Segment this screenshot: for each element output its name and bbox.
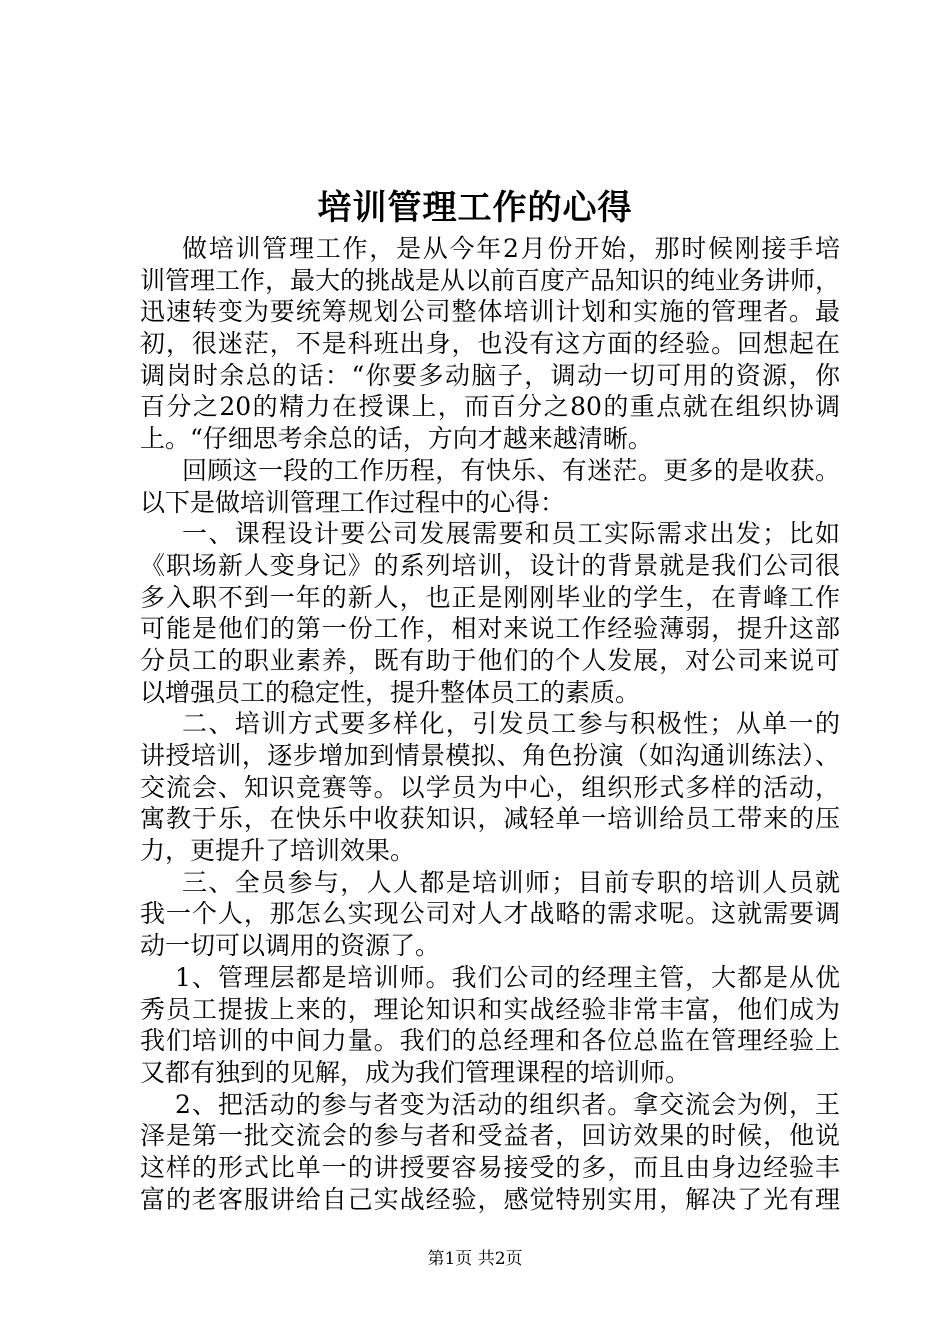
text-line: 训管理工作，最大的挑战是从以前百度产品知识的纯业务讲师， [140, 265, 840, 295]
text-line: 百分之20的精力在授课上，而百分之80的重点就在组织协调 [140, 392, 840, 422]
text-line: 力，更提升了培训效果。 [140, 836, 416, 866]
body-text [140, 233, 840, 1215]
page-title: 培训管理工作的心得 [317, 188, 633, 228]
text-line: 回顾这一段的工作历程，有快乐、有迷茫。更多的是收获。 [182, 455, 840, 485]
text-line: 动一切可以调用的资源了。 [140, 931, 441, 961]
text-line: 又都有独到的见解，成为我们管理课程的培训师。 [140, 1057, 691, 1087]
text-line: 多入职不到一年的新人，也正是刚刚毕业的学生，在青峰工作 [140, 582, 840, 612]
text-line: 1、管理层都是培训师。我们公司的经理主管，大都是从优 [175, 962, 840, 992]
text-line: 一、课程设计要公司发展需要和员工实际需求出发；比如 [182, 519, 840, 549]
text-line: 泽是第一批交流会的参与者和受益者，回访效果的时候，他说 [140, 1121, 840, 1151]
text-line: 富的老客服讲给自己实战经验，感觉特别实用，解决了光有理 [140, 1184, 840, 1214]
text-line: 调岗时余总的话：“你要多动脑子，调动一切可用的资源，你 [140, 360, 840, 390]
text-line: 分员工的职业素养，既有助于他们的个人发展，对公司来说可 [140, 645, 840, 675]
text-line: 初，很迷茫，不是科班出身，也没有这方面的经验。回想起在 [140, 329, 840, 359]
text-line: 寓教于乐，在快乐中收获知识，减轻单一培训给员工带来的压 [140, 804, 840, 834]
text-line: 二、培训方式要多样化，引发员工参与积极性；从单一的 [182, 709, 840, 739]
text-line: 以下是做培训管理工作过程中的心得： [140, 487, 566, 517]
text-line: 上。“仔细思考余总的话，方向才越来越清晰。 [140, 424, 653, 454]
text-line: 2、把活动的参与者变为活动的组织者。拿交流会为例，王 [175, 1089, 840, 1119]
text-line: 做培训管理工作，是从今年2月份开始，那时候刚接手培 [182, 234, 840, 263]
text-line: 这样的形式比单一的讲授要容易接受的多，而且由身边经验丰 [140, 1152, 840, 1182]
text-line: 秀员工提拔上来的，理论知识和实战经验非常丰富，他们成为 [140, 994, 840, 1024]
text-line: 《职场新人变身记》的系列培训，设计的背景就是我们公司很 [140, 550, 840, 580]
text-line: 可能是他们的第一份工作，相对来说工作经验薄弱，提升这部 [140, 614, 840, 644]
page-footer: 第1页 共2页 [427, 1249, 523, 1269]
text-line: 三、全员参与，人人都是培训师；目前专职的培训人员就 [182, 867, 840, 897]
text-line: 以增强员工的稳定性，提升整体员工的素质。 [140, 677, 641, 707]
text-line: 交流会、知识竞赛等。以学员为中心，组织形式多样的活动， [140, 772, 840, 802]
text-line: 我一个人，那怎么实现公司对人才战略的需求呢。这就需要调 [140, 899, 840, 929]
text-line: 我们培训的中间力量。我们的总经理和各位总监在管理经验上 [140, 1026, 840, 1056]
text-line: 迅速转变为要统筹规划公司整体培训计划和实施的管理者。最 [140, 297, 840, 327]
text-line: 讲授培训，逐步增加到情景模拟、角色扮演（如沟通训练法）、 [140, 741, 840, 770]
